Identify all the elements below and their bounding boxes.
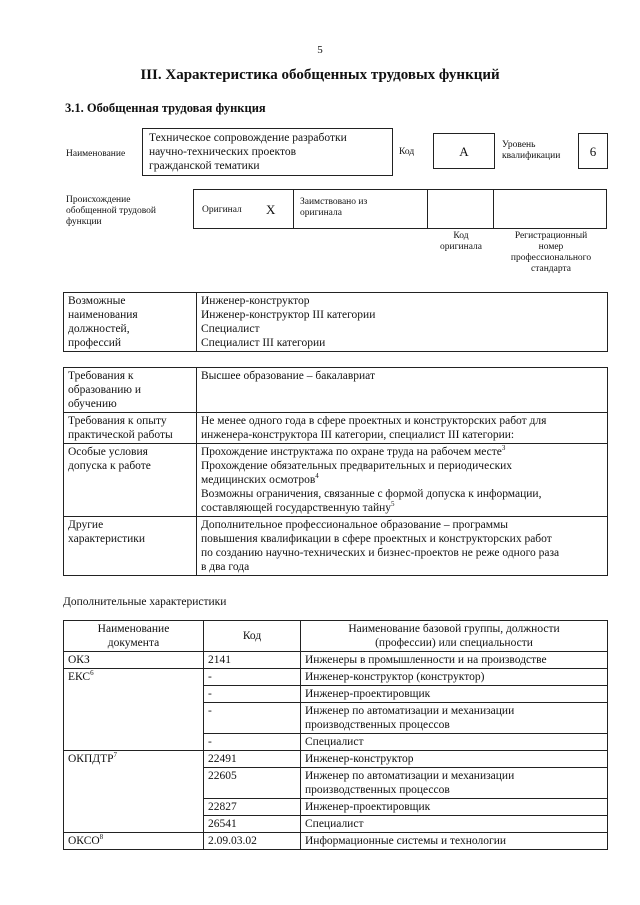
- requirement-label: Особые условия допуска к работе: [64, 444, 197, 517]
- table-row: [64, 833, 608, 850]
- requirement-label: Другие характеристики: [64, 517, 197, 576]
- original-cell: Оригинал X: [193, 189, 294, 229]
- doc-cell: ОКЗ: [64, 652, 204, 669]
- requirement-label: Требования к опыту практической работы: [64, 413, 197, 444]
- code-cell: -: [204, 686, 301, 703]
- name-cell: Специалист: [301, 816, 608, 833]
- footnote-ref: 8: [99, 833, 104, 842]
- requirement-row: [64, 517, 608, 576]
- code-original-cell: [427, 189, 494, 229]
- positions-values: [197, 293, 608, 352]
- code-cell: 2.09.03.02: [204, 833, 301, 850]
- code-cell: -: [204, 703, 301, 734]
- position-item: Специалист III категории: [201, 337, 326, 349]
- requirement-row: [64, 368, 608, 413]
- requirement-value: Не менее одного года в сфере проектных и конструкторских работ для инженера-конструктора III категории, специалист III категории:: [197, 413, 608, 444]
- subsection-title: 3.1. Обобщенная трудовая функция: [65, 101, 266, 115]
- reg-number-cell: [493, 189, 607, 229]
- positions-table: [63, 292, 608, 352]
- position-item: Специалист: [201, 323, 260, 335]
- name-cell: Инженеры в промышленности и на производстве: [301, 652, 608, 669]
- table-header-row: [64, 621, 608, 652]
- borrowed-cell: Заимствовано из оригинала: [293, 189, 428, 229]
- code-cell: 22827: [204, 799, 301, 816]
- requirement-row: [64, 413, 608, 444]
- header-name: Наименование базовой группы, должности (профессии) или специальности: [301, 621, 608, 652]
- name-cell: Специалист: [301, 734, 608, 751]
- name-cell: Инженер по автоматизации и механизации производственных процессов: [301, 703, 608, 734]
- function-name-line: Техническое сопровождение разработки: [149, 132, 347, 144]
- footnote-ref: 6: [90, 669, 94, 678]
- requirement-label: Требования к образованию и обучению: [64, 368, 197, 413]
- original-mark: X: [266, 202, 276, 217]
- footnote-ref: 5: [391, 500, 395, 509]
- code-cell: 22491: [204, 751, 301, 768]
- positions-label: Возможные наименования должностей, профессий: [64, 293, 197, 352]
- position-item: Инженер-конструктор: [201, 295, 310, 307]
- function-name-line: научно-технических проектов: [149, 146, 297, 158]
- doc-cell: ОКПДТР$^7$: [64, 751, 204, 833]
- requirement-value: Дополнительное профессиональное образование – программы повышения квалификации в сфере проектных и конструкторских работ по созданию научно-технических и бизнес-проектов не реже одного раза в два года: [197, 517, 608, 576]
- name-label: Наименование: [66, 149, 126, 159]
- requirement-value: Прохождение инструктажа по охране труда на рабочем месте$^3$ Прохождение обязательных предварительных и периодических медицинских осмотров$^4$ Возможны ограничения, связанные с формой допуска к информации, составляющей государственную тайну$^5$: [197, 444, 608, 517]
- header-code: Код: [204, 621, 301, 652]
- code-cell: -: [204, 734, 301, 751]
- page-number: 5: [317, 44, 323, 56]
- code-cell: -: [204, 669, 301, 686]
- additional-title: Дополнительные характеристики: [63, 596, 227, 608]
- table-row: [64, 751, 608, 768]
- name-cell: Инженер-конструктор (конструктор): [301, 669, 608, 686]
- code-value: А: [433, 133, 495, 169]
- reg-number-caption: Регистрационный номер профессионального стандарта: [510, 231, 592, 274]
- function-name-line: гражданской тематики: [149, 160, 260, 172]
- requirement-row: [64, 444, 608, 517]
- requirements-table: [63, 367, 608, 576]
- code-cell: 26541: [204, 816, 301, 833]
- doc-cell: ОКСО$^8$: [64, 833, 204, 850]
- level-value: 6: [578, 133, 608, 169]
- header-doc: Наименование документа: [64, 621, 204, 652]
- footnote-ref: 7: [113, 751, 118, 760]
- requirement-value: Высшее образование – бакалавриат: [197, 368, 608, 413]
- name-cell: Информационные системы и технологии: [301, 833, 608, 850]
- level-label: Уровень квалификации: [502, 140, 561, 161]
- name-cell: Инженер по автоматизации и механизации производственных процессов: [301, 768, 608, 799]
- function-name-box: [142, 128, 393, 176]
- name-cell: Инженер-конструктор: [301, 751, 608, 768]
- position-item: Инженер-конструктор III категории: [201, 309, 376, 321]
- code-original-caption: Код оригинала: [440, 231, 482, 252]
- doc-cell: ЕКС$^6$: [64, 669, 204, 751]
- code-cell: 22605: [204, 768, 301, 799]
- section-title: III. Характеристика обобщенных трудовых функций: [140, 67, 500, 83]
- code-label: Код: [399, 147, 415, 157]
- code-cell: 2141: [204, 652, 301, 669]
- origin-label: Происхождение обобщенной трудовой функции: [66, 195, 156, 227]
- name-cell: Инженер-проектировщик: [301, 799, 608, 816]
- footnote-ref: 3: [501, 444, 506, 453]
- footnote-ref: 4: [315, 472, 319, 481]
- additional-table: [63, 620, 608, 850]
- table-row: [64, 669, 608, 686]
- table-row: [64, 652, 608, 669]
- name-cell: Инженер-проектировщик: [301, 686, 608, 703]
